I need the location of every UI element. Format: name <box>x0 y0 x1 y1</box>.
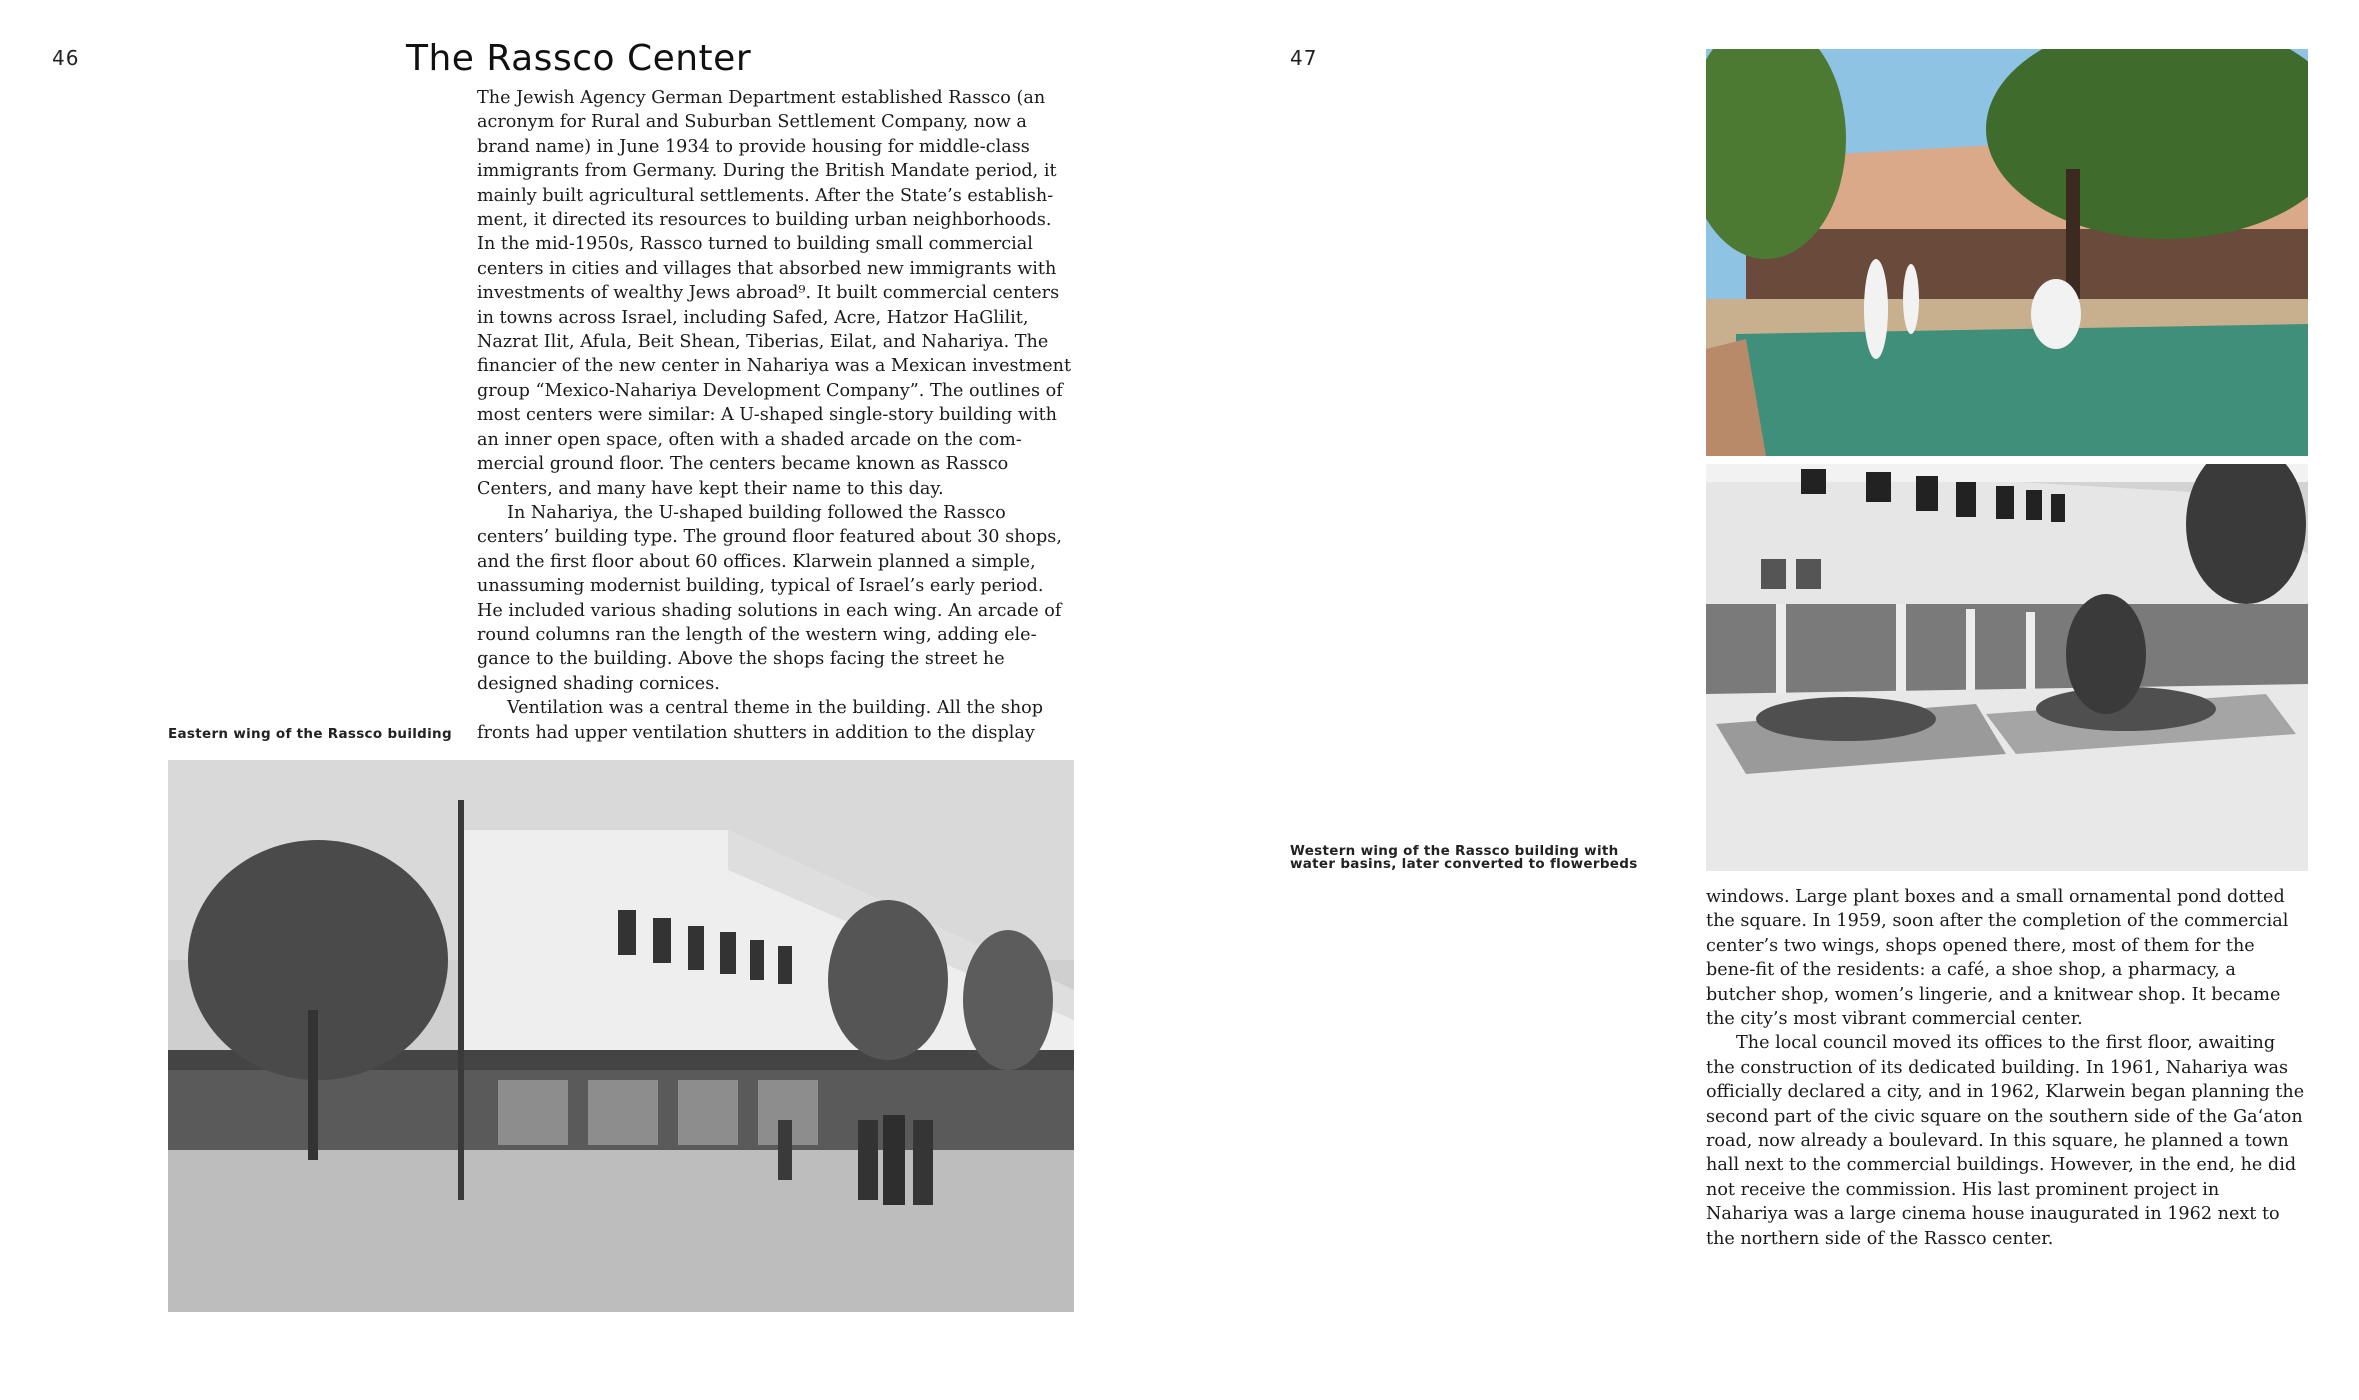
photo-western-wing <box>1706 464 2308 871</box>
paragraph: Ventilation was a central theme in the building. All the shop fronts had upper ventilation shutters in addition to the display <box>477 698 1044 743</box>
page-number-right: 47 <box>1290 46 1318 70</box>
paragraph: The local council moved its offices to the first floor, awaiting the construction of its dedicated building. In 1961, Nahariya was officially declared a city, and in 1962, Klarwein began planning the second part of the civic square on the southern side of the Ga‘aton road, now already a boulevard. In this square, he planned a town hall next to the commercial buildings. However, in the end, he did not receive the commission. His last prominent project in Nahariya was a large cinema house inaugurated in 1962 next to the northern side of the Rassco center. <box>1706 1033 2305 1249</box>
photo-caption-eastern-wing: Eastern wing of the Rassco building <box>168 726 452 742</box>
page-title: The Rassco Center <box>406 38 752 79</box>
page-number-left: 46 <box>52 46 80 70</box>
body-text-right <box>1706 885 2306 1251</box>
paragraph: windows. Large plant boxes and a small ornamental pond dotted the square. In 1959, soon after the completion of the commercial center’s two wings, shops opened there, most of them for the bene-fit of the residents: a café, a shoe shop, a pharmacy, a butcher shop, women’s lingerie, and a knitwear shop. It became the city’s most vibrant commercial center. <box>1706 887 2289 1030</box>
paragraph: In Nahariya, the U-shaped building followed the Rassco centers’ building type. The ground floor featured about 30 shops, and the first floor about 60 offices. Klarwein planned a simple, unassuming modernist building, typical of Israel’s early period. He included various shading solutions in each wing. An arcade of round columns ran the length of the western wing, adding ele-gance to the building. Above the shops facing the street he designed shading cornices. <box>477 502 1062 694</box>
photo-rassco-fountains-color <box>1706 49 2308 456</box>
photo-caption-western-wing: Western wing of the Rassco building with water basins, later converted to flowerbeds <box>1290 843 1638 872</box>
photo-eastern-wing <box>168 760 1074 1312</box>
body-text-left <box>477 86 1073 745</box>
paragraph: The Jewish Agency German Department established Rassco (an acronym for Rural and Suburban Settlement Company, now a brand name) in June 1934 to provide housing for middle-class immigrants from Germany. During the British Mandate period, it mainly built agricultural settlements. After the State’s establish-ment, it directed its resources to building urban neighborhoods. In the mid-1950s, Rassco turned to building small commercial centers in cities and villages that absorbed new immigrants with investments of wealthy Jews abroad⁹. It built commercial centers in towns across Israel, including Safed, Acre, Hatzor HaGlilit, Nazrat Ilit, Afula, Beit Shean, Tiberias, Eilat, and Nahariya. The financier of the new center in Nahariya was a Mexican investment group “Mexico-Nahariya Development Company”. The outlines of most centers were similar: A U-shaped single-story building with an inner open space, often with a shaded arcade on the com-mercial ground floor. The centers became known as Rassco Centers, and many have kept their name to this day. <box>477 88 1072 499</box>
